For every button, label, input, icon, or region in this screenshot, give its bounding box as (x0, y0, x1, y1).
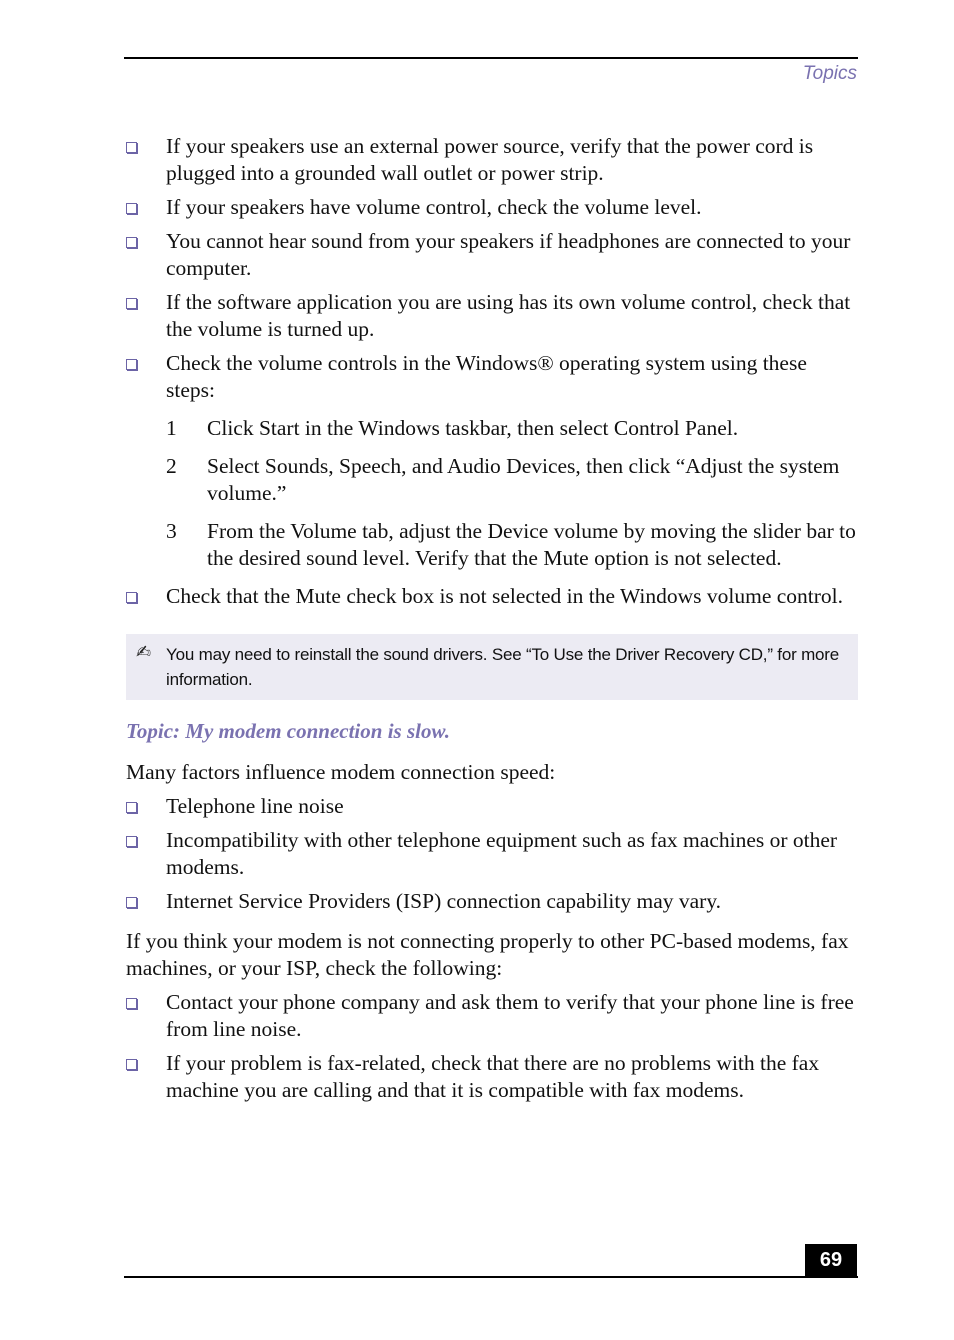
intro-paragraph: Many factors influence modem connection speed: (126, 760, 556, 784)
header-rule (124, 57, 858, 59)
page-number: 69 (805, 1244, 857, 1277)
checkbox-bullet-icon (126, 142, 137, 153)
checkbox-bullet-icon (126, 359, 137, 370)
footer-rule (124, 1276, 858, 1278)
checkbox-bullet-icon (126, 836, 137, 847)
step-item (126, 453, 858, 507)
topics-link[interactable]: Topics (802, 63, 857, 84)
note-text: You may need to reinstall the sound drivers. See “To Use the Driver Recovery CD,” for more information. (166, 645, 839, 689)
step-item (126, 518, 858, 572)
list-item: Incompatibility with other telephone equipment such as fax machines or other modems. (126, 827, 858, 881)
step-text: Select Sounds, Speech, and Audio Devices, then click “Adjust the system volume.” (207, 454, 840, 505)
list-item: Internet Service Providers (ISP) connection capability may vary. (126, 888, 858, 915)
page-content (126, 133, 858, 1111)
pen-note-icon: ✍ (136, 642, 152, 662)
checkbox-bullet-icon (126, 237, 137, 248)
step-item (126, 415, 858, 442)
checkbox-bullet-icon (126, 592, 137, 603)
list-item: If your speakers use an external power source, verify that the power cord is plugged into a grounded wall outlet or power strip. (126, 133, 858, 187)
step-text: From the Volume tab, adjust the Device volume by moving the slider bar to the desired sound level. Verify that the Mute option is not selected. (207, 519, 856, 570)
checkbox-bullet-icon (126, 802, 137, 813)
list-item: You cannot hear sound from your speakers if headphones are connected to your computer. (126, 228, 858, 282)
checkbox-bullet-icon (126, 1059, 137, 1070)
checkbox-bullet-icon (126, 897, 137, 908)
step-number: 2 (166, 454, 177, 478)
list-item: If the software application you are using has its own volume control, check that the volume is turned up. (126, 289, 858, 343)
list-item: Contact your phone company and ask them to verify that your phone line is free from line noise. (126, 989, 858, 1043)
note-box (126, 634, 858, 700)
list-item: Check that the Mute check box is not selected in the Windows volume control. (126, 583, 858, 610)
check-intro-paragraph: If you think your modem is not connecting properly to other PC-based modems, fax machines, or your ISP, check the following: (126, 929, 849, 980)
list-item: Telephone line noise (126, 793, 858, 820)
list-item: If your speakers have volume control, check the volume level. (126, 194, 858, 221)
topic-heading: Topic: My modem connection is slow. (126, 719, 450, 743)
checkbox-bullet-icon (126, 998, 137, 1009)
list-item: If your problem is fax-related, check that there are no problems with the fax machine you are calling and that it is compatible with fax modems. (126, 1050, 858, 1104)
checkbox-bullet-icon (126, 298, 137, 309)
step-number: 1 (166, 416, 177, 440)
checkbox-bullet-icon (126, 203, 137, 214)
step-number: 3 (166, 519, 177, 543)
list-item: Check the volume controls in the Windows® operating system using these steps: (126, 350, 858, 404)
step-text: Click Start in the Windows taskbar, then select Control Panel. (207, 416, 739, 440)
